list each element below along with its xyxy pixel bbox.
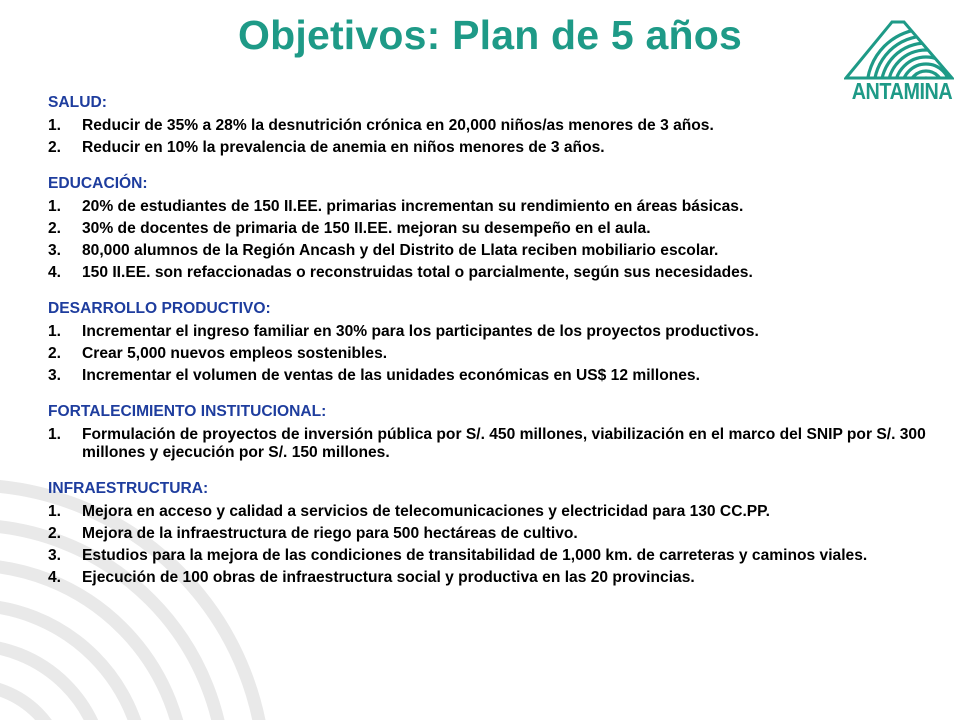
list-item <box>48 117 928 135</box>
item-text: 80,000 alumnos de la Región Ancash y del Distrito de Llata reciben mobiliario escolar. <box>82 242 719 259</box>
list-item <box>48 367 928 385</box>
item-number: 1. <box>48 323 62 340</box>
objectives-list <box>48 94 928 605</box>
list-item <box>48 198 928 216</box>
item-number: 4. <box>48 264 62 281</box>
list-item <box>48 503 928 521</box>
section-heading: DESARROLLO PRODUCTIVO: <box>48 300 271 317</box>
list-item <box>48 345 928 363</box>
item-number: 2. <box>48 220 62 237</box>
item-text: Crear 5,000 nuevos empleos sostenibles. <box>82 345 388 362</box>
section-heading: SALUD: <box>48 94 107 111</box>
item-text: Incrementar el ingreso familiar en 30% para los participantes de los proyectos productivos. <box>82 323 759 340</box>
item-text: 150 II.EE. son refaccionadas o reconstruidas total o parcialmente, según sus necesidades. <box>82 264 753 281</box>
item-number: 1. <box>48 503 62 520</box>
section-heading: EDUCACIÓN: <box>48 175 148 192</box>
section-educacion <box>48 175 928 282</box>
list-item <box>48 569 928 587</box>
item-text: Ejecución de 100 obras de infraestructura social y productiva en las 20 provincias. <box>82 569 695 586</box>
item-text: Reducir en 10% la prevalencia de anemia en niños menores de 3 años. <box>82 139 605 156</box>
item-number: 2. <box>48 525 62 542</box>
list-item <box>48 139 928 157</box>
item-number: 4. <box>48 569 62 586</box>
item-number: 3. <box>48 242 62 259</box>
list-item <box>48 264 928 282</box>
item-number: 1. <box>48 426 62 443</box>
section-infraestructura <box>48 480 928 587</box>
mountain-arcs-logo-icon <box>844 18 954 80</box>
list-item <box>48 525 928 543</box>
item-number: 3. <box>48 547 62 564</box>
list-item <box>48 547 928 565</box>
item-text: Formulación de proyectos de inversión pública por S/. 450 millones, viabilización en el marco del SNIP por S/. 300 millones y ejecución por S/. 150 millones. <box>82 426 926 461</box>
antamina-logo <box>844 18 954 104</box>
section-heading: FORTALECIMIENTO INSTITUCIONAL: <box>48 403 327 420</box>
item-number: 2. <box>48 139 62 156</box>
section-heading: INFRAESTRUCTURA: <box>48 480 209 497</box>
item-text: Reducir de 35% a 28% la desnutrición crónica en 20,000 niños/as menores de 3 años. <box>82 117 714 134</box>
item-text: Mejora de la infraestructura de riego para 500 hectáreas de cultivo. <box>82 525 578 542</box>
item-text: 20% de estudiantes de 150 II.EE. primarias incrementan su rendimiento en áreas básicas. <box>82 198 744 215</box>
item-text: 30% de docentes de primaria de 150 II.EE. mejoran su desempeño en el aula. <box>82 220 651 237</box>
section-fortalecimiento-institucional <box>48 403 928 462</box>
item-text: Estudios para la mejora de las condiciones de transitabilidad de 1,000 km. de carreteras y caminos viales. <box>82 547 868 564</box>
item-number: 2. <box>48 345 62 362</box>
item-text: Mejora en acceso y calidad a servicios de telecomunicaciones y electricidad para 130 CC.PP. <box>82 503 770 520</box>
section-desarrollo-productivo <box>48 300 928 385</box>
logo-text: ANTAMINA <box>851 78 953 104</box>
page-title: Objetivos: Plan de 5 años <box>238 12 742 58</box>
section-salud <box>48 94 928 157</box>
item-number: 1. <box>48 198 62 215</box>
list-item <box>48 242 928 260</box>
list-item <box>48 426 928 462</box>
item-number: 3. <box>48 367 62 384</box>
item-number: 1. <box>48 117 62 134</box>
item-text: Incrementar el volumen de ventas de las unidades económicas en US$ 12 millones. <box>82 367 700 384</box>
list-item <box>48 220 928 238</box>
list-item <box>48 323 928 341</box>
